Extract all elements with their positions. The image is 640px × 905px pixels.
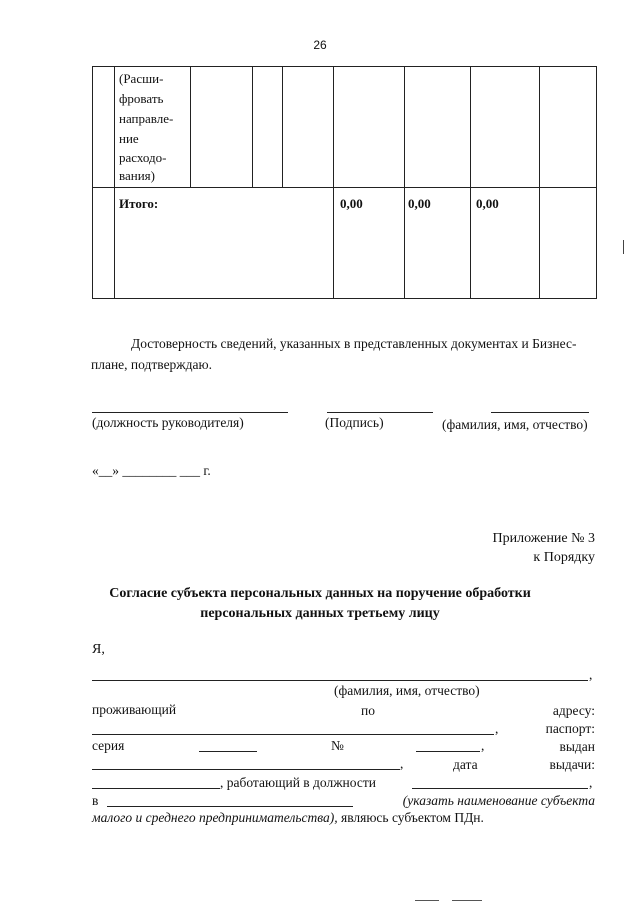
- document-title-line-2: персональных данных третьему лицу: [200, 606, 440, 621]
- form-living: проживающий: [92, 702, 177, 717]
- table-total-value-1: 0,00: [340, 196, 363, 211]
- form-date: дата: [453, 757, 478, 772]
- form-fio-caption: (фамилия, имя, отчество): [334, 683, 480, 698]
- table-total-value-3: 0,00: [476, 196, 499, 211]
- table-cell-desc-3: направле-: [119, 111, 174, 126]
- form-working-comma: ,: [589, 775, 593, 790]
- page-number: 26: [313, 38, 327, 52]
- confirmation-line-2: плане, подтверждаю.: [91, 357, 212, 372]
- form-working: , работающий в должности: [220, 775, 376, 790]
- table-cell-desc-6: вания): [119, 168, 155, 183]
- table-cell-desc-4: ние: [119, 131, 139, 146]
- table-total-value-2: 0,00: [408, 196, 431, 211]
- confirmation-line-1: Достоверность сведений, указанных в представленных документах и Бизнес-: [131, 336, 577, 351]
- table-total-label: Итого:: [119, 196, 159, 211]
- form-issued-comma: ,: [400, 756, 404, 771]
- form-number: №: [331, 738, 344, 753]
- form-subject: являюсь субъектом ПДн.: [337, 810, 484, 825]
- signature-sign-label: (Подпись): [325, 415, 384, 430]
- signature-position-label: (должность руководителя): [92, 415, 244, 430]
- form-by: по: [361, 703, 375, 718]
- form-number-comma: ,: [481, 738, 485, 753]
- date-line: «__» ________ ___ г.: [92, 463, 211, 478]
- form-last-line: [92, 810, 484, 826]
- form-hint: (указать наименование субъекта: [402, 793, 595, 808]
- expense-table: [92, 66, 597, 299]
- table-cell-desc-5: расходо-: [119, 150, 167, 165]
- document-title-line-1: Согласие субъекта персональных данных на поручение обработки: [109, 586, 531, 601]
- form-address: адресу:: [552, 703, 595, 718]
- form-issued: выдан: [559, 739, 595, 754]
- form-in: в: [92, 793, 99, 808]
- appendix-line-2: к Порядку: [533, 550, 595, 565]
- form-address-comma: ,: [495, 721, 499, 736]
- form-hint-2: малого и среднего предпринимательства),: [92, 810, 338, 825]
- form-series: серия: [92, 738, 125, 753]
- table-cell-desc-1: (Расши-: [119, 71, 164, 86]
- form-fio-comma: ,: [589, 667, 593, 682]
- form-issue-word: выдачи:: [549, 757, 595, 772]
- table-cell-desc-2: фровать: [119, 91, 164, 106]
- signature-name-label: (фамилия, имя, отчество): [442, 417, 588, 432]
- form-passport: паспорт:: [545, 721, 595, 736]
- appendix-line-1: Приложение № 3: [492, 531, 595, 546]
- form-i: Я,: [92, 642, 105, 657]
